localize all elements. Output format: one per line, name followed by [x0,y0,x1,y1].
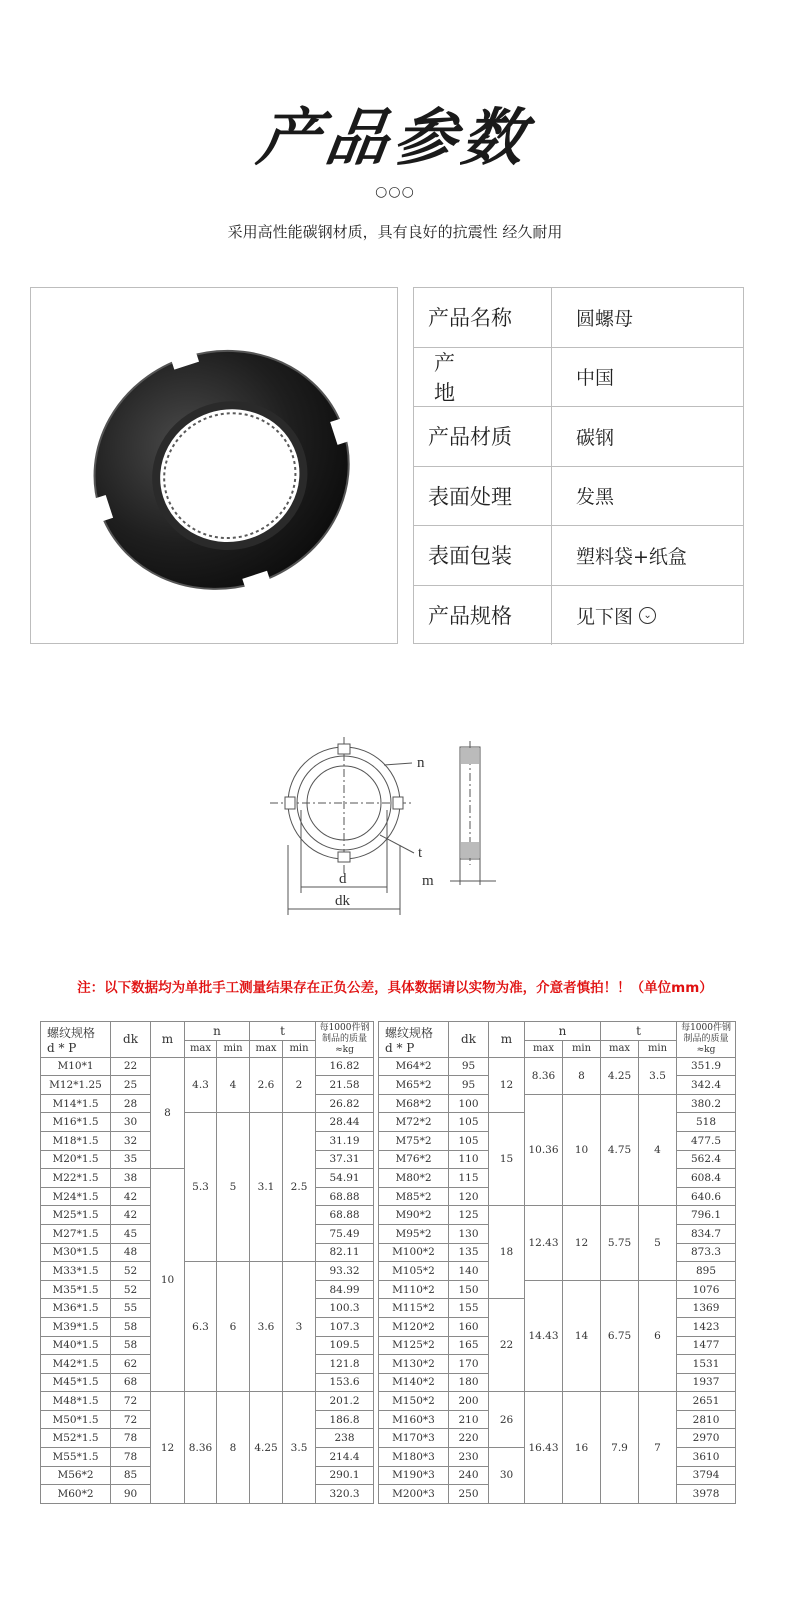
cell-weight: 796.1 [677,1206,736,1225]
header-t: t [250,1022,316,1041]
cell-weight: 100.3 [316,1299,374,1318]
cell-n-max: 6.3 [185,1262,217,1392]
cell-m: 26 [489,1392,525,1448]
cell-spec: M125*2 [379,1336,449,1355]
cell-spec: M25*1.5 [41,1206,111,1225]
spec-row [414,526,743,586]
table-row [379,1392,736,1411]
cell-weight: 214.4 [316,1448,374,1467]
spec-value: 中国 [576,367,615,390]
cell-dk: 110 [449,1150,489,1169]
cell-t-min: 5 [639,1206,677,1280]
cell-spec: M20*1.5 [41,1150,111,1169]
header-m: m [489,1022,525,1058]
cell-dk: 150 [449,1280,489,1299]
cell-spec: M36*1.5 [41,1299,111,1318]
cell-spec: M76*2 [379,1150,449,1169]
cell-t-max: 4.25 [250,1392,283,1504]
cell-t-min: 4 [639,1094,677,1206]
cell-weight: 238 [316,1429,374,1448]
table-row [379,1057,736,1076]
cell-weight: 1076 [677,1280,736,1299]
cell-spec: M16*1.5 [41,1113,111,1132]
cell-dk: 45 [111,1224,151,1243]
cell-t-max: 3.1 [250,1113,283,1262]
cell-dk: 35 [111,1150,151,1169]
header-spec-sub: d * P [47,1040,77,1055]
cell-spec: M12*1.25 [41,1076,111,1095]
cell-dk: 95 [449,1057,489,1076]
spec-value-text: 见下图 [576,605,634,628]
cell-n-max: 8.36 [185,1392,217,1504]
cell-spec: M60*2 [41,1485,111,1504]
table-row [379,1280,736,1299]
cell-spec: M130*2 [379,1355,449,1374]
cell-weight: 84.99 [316,1280,374,1299]
cell-dk: 130 [449,1224,489,1243]
cell-n-max: 5.3 [185,1113,217,1262]
cell-weight: 93.32 [316,1262,374,1281]
table-header-row [379,1022,736,1041]
spec-key: 产品规格 [414,586,552,646]
cell-n-max: 16.43 [525,1392,563,1504]
cell-dk: 42 [111,1187,151,1206]
header-t-max: max [601,1040,639,1057]
header-dk: dk [111,1022,151,1058]
cell-dk: 68 [111,1373,151,1392]
spec-table [413,287,744,644]
cell-weight: 640.6 [677,1187,736,1206]
cell-weight: 26.82 [316,1094,374,1113]
cell-dk: 25 [111,1076,151,1095]
cell-spec: M100*2 [379,1243,449,1262]
cell-weight: 342.4 [677,1076,736,1095]
cell-weight: 153.6 [316,1373,374,1392]
cell-m: 18 [489,1206,525,1299]
label-dk: dk [335,893,350,909]
label-d: d [339,871,347,887]
cell-spec: M50*1.5 [41,1410,111,1429]
header-dk: dk [449,1022,489,1058]
cell-spec: M95*2 [379,1224,449,1243]
label-t: t [418,845,423,861]
cell-dk: 165 [449,1336,489,1355]
cell-spec: M190*3 [379,1466,449,1485]
cell-dk: 155 [449,1299,489,1318]
cell-dk: 58 [111,1317,151,1336]
header-n: n [525,1022,601,1041]
table-row [41,1262,374,1281]
size-table-right [378,1021,736,1504]
cell-weight: 2970 [677,1429,736,1448]
cell-spec: M33*1.5 [41,1262,111,1281]
header-t-min: min [639,1040,677,1057]
spec-value: 发黑 [576,486,615,509]
cell-weight: 75.49 [316,1224,374,1243]
cell-weight: 477.5 [677,1131,736,1150]
cell-spec: M110*2 [379,1280,449,1299]
cell-dk: 95 [449,1076,489,1095]
cell-weight: 68.88 [316,1187,374,1206]
cell-t-max: 2.6 [250,1057,283,1113]
cell-spec: M22*1.5 [41,1169,111,1188]
cell-spec: M150*2 [379,1392,449,1411]
page-subtitle: 采用高性能碳钢材质，具有良好的抗震性 经久耐用 [227,223,563,241]
header-spec [379,1022,449,1058]
cell-weight: 351.9 [677,1057,736,1076]
cell-spec: M64*2 [379,1057,449,1076]
cell-dk: 135 [449,1243,489,1262]
cell-t-min: 3.5 [283,1392,316,1504]
cell-dk: 32 [111,1131,151,1150]
cell-dk: 105 [449,1113,489,1132]
cell-dk: 200 [449,1392,489,1411]
cell-weight: 3610 [677,1448,736,1467]
cell-weight: 3978 [677,1485,736,1504]
cell-dk: 30 [111,1113,151,1132]
cell-m: 10 [151,1169,185,1392]
cell-weight: 109.5 [316,1336,374,1355]
cell-spec: M105*2 [379,1262,449,1281]
cell-spec: M24*1.5 [41,1187,111,1206]
cell-dk: 90 [111,1485,151,1504]
cell-weight: 1423 [677,1317,736,1336]
table-row [379,1094,736,1113]
header-weight: 每1000件钢制品的质量 ≈kg [316,1022,374,1058]
cell-dk: 115 [449,1169,489,1188]
cell-dk: 180 [449,1373,489,1392]
spec-key: 产品材质 [414,407,552,466]
cell-spec: M72*2 [379,1113,449,1132]
cell-t-max: 6.75 [601,1280,639,1392]
cell-weight: 1369 [677,1299,736,1318]
table-row [41,1392,374,1411]
cell-dk: 210 [449,1410,489,1429]
spec-value: 塑料袋+纸盒 [576,545,687,568]
spec-row [414,407,743,467]
disclaimer-notice: 注：以下数据均为单批手工测量结果存在正负公差，具体数据请以实物为准，介意者慎拍！！（单位mm） [77,980,713,996]
cell-spec: M45*1.5 [41,1373,111,1392]
header-n: n [185,1022,250,1041]
cell-dk: 125 [449,1206,489,1225]
spec-value: 圆螺母 [576,307,634,330]
label-n: n [417,755,425,771]
cell-spec: M55*1.5 [41,1448,111,1467]
cell-n-min: 6 [217,1262,250,1392]
cell-weight: 2651 [677,1392,736,1411]
cell-spec: M85*2 [379,1187,449,1206]
cell-spec: M160*3 [379,1410,449,1429]
cell-weight: 31.19 [316,1131,374,1150]
spec-key: 产 地 [414,348,552,407]
cell-dk: 55 [111,1299,151,1318]
spec-row [414,586,743,646]
header-n-min: min [563,1040,601,1057]
cell-spec: M35*1.5 [41,1280,111,1299]
spec-key: 表面包装 [414,526,552,585]
cell-spec: M56*2 [41,1466,111,1485]
cell-weight: 518 [677,1113,736,1132]
cell-t-min: 3.5 [639,1057,677,1094]
spec-row [414,288,743,348]
cell-spec: M140*2 [379,1373,449,1392]
cell-m: 12 [489,1057,525,1113]
cell-spec: M90*2 [379,1206,449,1225]
cell-weight: 380.2 [677,1094,736,1113]
cell-spec: M42*1.5 [41,1355,111,1374]
product-photo [30,287,398,644]
nut-diagram [264,735,504,920]
cell-n-max: 10.36 [525,1094,563,1206]
header-t-min: min [283,1040,316,1057]
cell-dk: 62 [111,1355,151,1374]
cell-dk: 52 [111,1262,151,1281]
cell-weight: 2810 [677,1410,736,1429]
cell-weight: 54.91 [316,1169,374,1188]
header-n-max: max [185,1040,217,1057]
cell-dk: 28 [111,1094,151,1113]
cell-dk: 22 [111,1057,151,1076]
cell-dk: 240 [449,1466,489,1485]
size-table-left [40,1021,374,1504]
header-spec-sub: d * P [385,1040,415,1055]
cell-dk: 42 [111,1206,151,1225]
cell-m: 22 [489,1299,525,1392]
cell-t-max: 4.25 [601,1057,639,1094]
cell-weight: 68.88 [316,1206,374,1225]
label-m: m [422,873,434,889]
cell-n-min: 8 [217,1392,250,1504]
cell-dk: 78 [111,1429,151,1448]
round-nut-image [31,288,397,643]
cell-n-min: 10 [563,1094,601,1206]
header-weight: 每1000件钢制品的质量 ≈kg [677,1022,736,1058]
cell-weight: 82.11 [316,1243,374,1262]
cell-weight: 834.7 [677,1224,736,1243]
cell-t-min: 7 [639,1392,677,1504]
cell-dk: 58 [111,1336,151,1355]
header-spec [41,1022,111,1058]
spec-key: 表面处理 [414,467,552,526]
cell-dk: 72 [111,1410,151,1429]
cell-weight: 290.1 [316,1466,374,1485]
cell-n-min: 16 [563,1392,601,1504]
cell-weight: 3794 [677,1466,736,1485]
cell-spec: M65*2 [379,1076,449,1095]
table-row [41,1057,374,1076]
table-row [41,1113,374,1132]
cell-t-min: 6 [639,1280,677,1392]
cell-n-min: 8 [563,1057,601,1094]
cell-weight: 201.2 [316,1392,374,1411]
cell-spec: M115*2 [379,1299,449,1318]
header-spec-label: 螺纹规格 [47,1025,96,1040]
cell-weight: 320.3 [316,1485,374,1504]
cell-dk: 52 [111,1280,151,1299]
cell-dk: 72 [111,1392,151,1411]
header-t: t [601,1022,677,1041]
cell-t-max: 3.6 [250,1262,283,1392]
cell-weight: 1937 [677,1373,736,1392]
cell-weight: 186.8 [316,1410,374,1429]
cell-weight: 16.82 [316,1057,374,1076]
cell-spec: M200*3 [379,1485,449,1504]
cell-dk: 170 [449,1355,489,1374]
cell-spec: M18*1.5 [41,1131,111,1150]
cell-weight: 873.3 [677,1243,736,1262]
cell-dk: 38 [111,1169,151,1188]
header-n-max: max [525,1040,563,1057]
header-spec-label: 螺纹规格 [385,1025,434,1040]
cell-n-max: 12.43 [525,1206,563,1280]
cell-m: 30 [489,1448,525,1504]
cell-spec: M68*2 [379,1094,449,1113]
cell-t-min: 2 [283,1057,316,1113]
chevron-down-icon: ⌄ [639,607,656,624]
cell-weight: 37.31 [316,1150,374,1169]
cell-spec: M120*2 [379,1317,449,1336]
spec-value: 碳钢 [576,426,615,449]
spec-key: 产品名称 [414,288,552,347]
cell-spec: M180*3 [379,1448,449,1467]
table-header-row [41,1022,374,1041]
cell-t-max: 4.75 [601,1094,639,1206]
cell-spec: M14*1.5 [41,1094,111,1113]
cell-spec: M40*1.5 [41,1336,111,1355]
cell-m: 8 [151,1057,185,1169]
cell-spec: M39*1.5 [41,1317,111,1336]
cell-dk: 78 [111,1448,151,1467]
cell-dk: 230 [449,1448,489,1467]
cell-n-min: 14 [563,1280,601,1392]
cell-spec: M30*1.5 [41,1243,111,1262]
decorative-dots: ○○○ [375,184,415,200]
cell-dk: 120 [449,1187,489,1206]
cell-dk: 85 [111,1466,151,1485]
cell-spec: M10*1 [41,1057,111,1076]
spec-value [552,586,743,646]
page-title: 产品参数 [253,101,536,174]
cell-weight: 1477 [677,1336,736,1355]
header-m: m [151,1022,185,1058]
cell-dk: 160 [449,1317,489,1336]
cell-spec: M48*1.5 [41,1392,111,1411]
cell-n-min: 12 [563,1206,601,1280]
cell-weight: 608.4 [677,1169,736,1188]
cell-t-min: 2.5 [283,1113,316,1262]
cell-dk: 140 [449,1262,489,1281]
cell-spec: M75*2 [379,1131,449,1150]
cell-m: 15 [489,1113,525,1206]
cell-spec: M80*2 [379,1169,449,1188]
cell-weight: 562.4 [677,1150,736,1169]
cell-spec: M27*1.5 [41,1224,111,1243]
cell-n-min: 5 [217,1113,250,1262]
table-row [379,1206,736,1225]
cell-weight: 21.58 [316,1076,374,1095]
cell-spec: M52*1.5 [41,1429,111,1448]
cell-weight: 121.8 [316,1355,374,1374]
spec-row [414,467,743,527]
cell-t-max: 5.75 [601,1206,639,1280]
cell-spec: M170*3 [379,1429,449,1448]
spec-row [414,348,743,408]
header-n-min: min [217,1040,250,1057]
cell-dk: 220 [449,1429,489,1448]
cell-dk: 100 [449,1094,489,1113]
cell-weight: 1531 [677,1355,736,1374]
cell-dk: 250 [449,1485,489,1504]
technical-drawing [264,735,504,920]
cell-weight: 28.44 [316,1113,374,1132]
header-t-max: max [250,1040,283,1057]
cell-dk: 48 [111,1243,151,1262]
cell-dk: 105 [449,1131,489,1150]
cell-weight: 107.3 [316,1317,374,1336]
cell-n-max: 14.43 [525,1280,563,1392]
cell-n-max: 8.36 [525,1057,563,1094]
cell-n-max: 4.3 [185,1057,217,1113]
cell-m: 12 [151,1392,185,1504]
cell-t-min: 3 [283,1262,316,1392]
cell-weight: 895 [677,1262,736,1281]
cell-t-max: 7.9 [601,1392,639,1504]
cell-n-min: 4 [217,1057,250,1113]
